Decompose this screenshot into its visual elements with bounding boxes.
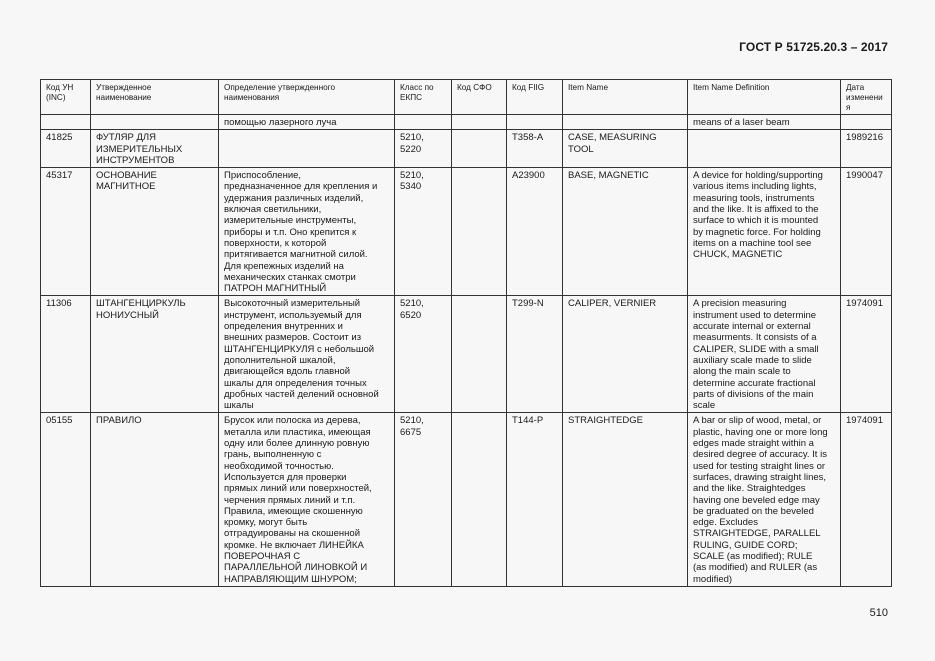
col-header-change-date: Дата изменения	[841, 80, 892, 115]
cell-item-name: CASE, MEASURING TOOL	[563, 130, 688, 168]
cell-definition-ru: Высокоточный измерительный инструмент, используемый для определения внутренних и внешних размеров. Состоит из ШТАНГЕНЦИРКУЛЯ с небольшой дополнительной шкалой, двигающейся вдоль главной шкалы для определения точных дробных частей делений основной шкалы	[219, 296, 395, 413]
cell-definition-en: A device for holding/supporting various items including lights, measuring tools, instruments and the like. It is affixed to the surface to which it is mounted by magnetic force. For holding items on a machine tool see CHUCK, MAGNETIC	[688, 168, 841, 296]
cell-fiig: T358-A	[507, 130, 563, 168]
col-header-inc: Код УН (INC)	[41, 80, 91, 115]
table-header-row	[41, 80, 892, 115]
cell-item-name: CALIPER, VERNIER	[563, 296, 688, 413]
cell-name-ru: ОСНОВАНИЕ МАГНИТНОЕ	[91, 168, 219, 296]
cell-class: 5210, 5340	[395, 168, 452, 296]
cell-date: 1990047	[841, 168, 892, 296]
cell-definition-ru: Брусок или полоска из дерева, металла или пластика, имеющая одну или более длинную ровную грань, выполненную с необходимой точностью. Используется для проверки прямых линий или поверхностей, черчения прямых линий и т.п. Правила, имеющие скошенную кромку, могут быть отградуированы на скошенной кромке. Не включает ЛИНЕЙКА ПОВЕРОЧНАЯ С ПАРАЛЛЕЛЬНОЙ ЛИНОВКОЙ И НАПРАВЛЯЮЩИМ ШНУРОМ;	[219, 413, 395, 586]
cell-inc: 45317	[41, 168, 91, 296]
cell-name-ru	[91, 115, 219, 130]
col-header-approved-definition: Определение утвержденного наименования	[219, 80, 395, 115]
cell-fiig: A23900	[507, 168, 563, 296]
table-row	[41, 130, 892, 168]
cell-item-name: BASE, MAGNETIC	[563, 168, 688, 296]
cell-fiig: T299-N	[507, 296, 563, 413]
col-header-class: Класс по ЕКПС	[395, 80, 452, 115]
page-number: 510	[869, 607, 888, 619]
col-header-approved-name: Утвержденное наименование	[91, 80, 219, 115]
cell-sfo	[452, 130, 507, 168]
table-row	[41, 168, 892, 296]
cell-inc: 41825	[41, 130, 91, 168]
cell-definition-en	[688, 130, 841, 168]
cell-sfo	[452, 115, 507, 130]
cell-item-name	[563, 115, 688, 130]
col-header-item-name-definition: Item Name Definition	[688, 80, 841, 115]
cell-name-ru: ПРАВИЛО	[91, 413, 219, 586]
cell-definition-ru: Приспособление, предназначенное для крепления и удержания различных изделий, включая светильники, измерительные инструменты, приборы и т.п. Оно крепится к поверхности, к которой притягивается магнитной силой. Для крепежных изделий на механических станках смотри ПАТРОН МАГНИТНЫЙ	[219, 168, 395, 296]
table-row	[41, 296, 892, 413]
col-header-item-name: Item Name	[563, 80, 688, 115]
cell-inc	[41, 115, 91, 130]
cell-date	[841, 115, 892, 130]
cell-item-name: STRAIGHTEDGE	[563, 413, 688, 586]
cell-class: 5210, 6520	[395, 296, 452, 413]
cell-class: 5210, 5220	[395, 130, 452, 168]
cell-definition-en: A bar or slip of wood, metal, or plastic, having one or more long edges made straight within a desired degree of accuracy. It is used for testing straight lines or surfaces, drawing straight lines, and the like. Straightedges having one beveled edge may be graduated on the beveled edge. Excludes STRAIGHTEDGE, PARALLEL RULING, GUIDE CORD; SCALE (as modified); RULE (as modified) and RULER (as modified)	[688, 413, 841, 586]
cell-definition-ru: помощью лазерного луча	[219, 115, 395, 130]
table-row	[41, 115, 892, 130]
document-header: ГОСТ Р 51725.20.3 – 2017	[739, 40, 888, 54]
table-row	[41, 413, 892, 586]
cell-name-ru: ФУТЛЯР ДЛЯ ИЗМЕРИТЕЛЬНЫХ ИНСТРУМЕНТОВ	[91, 130, 219, 168]
col-header-sfo: Код СФО	[452, 80, 507, 115]
cell-sfo	[452, 413, 507, 586]
cell-date: 1974091	[841, 296, 892, 413]
cell-definition-en: A precision measuring instrument used to determine accurate internal or external measurments. It consists of a CALIPER, SLIDE with a small auxiliary scale made to slide along the main scale to determine accurate fractional parts of divisions of the main scale	[688, 296, 841, 413]
cell-date: 1989216	[841, 130, 892, 168]
cell-definition-ru	[219, 130, 395, 168]
cell-date: 1974091	[841, 413, 892, 586]
cell-sfo	[452, 168, 507, 296]
cell-inc: 11306	[41, 296, 91, 413]
cell-class: 5210, 6675	[395, 413, 452, 586]
cell-class	[395, 115, 452, 130]
cell-name-ru: ШТАНГЕНЦИРКУЛЬ НОНИУСНЫЙ	[91, 296, 219, 413]
col-header-fiig: Код FIIG	[507, 80, 563, 115]
cell-fiig	[507, 115, 563, 130]
cell-inc: 05155	[41, 413, 91, 586]
classification-table	[40, 79, 892, 587]
cell-sfo	[452, 296, 507, 413]
cell-definition-en: means of a laser beam	[688, 115, 841, 130]
cell-fiig: T144-P	[507, 413, 563, 586]
